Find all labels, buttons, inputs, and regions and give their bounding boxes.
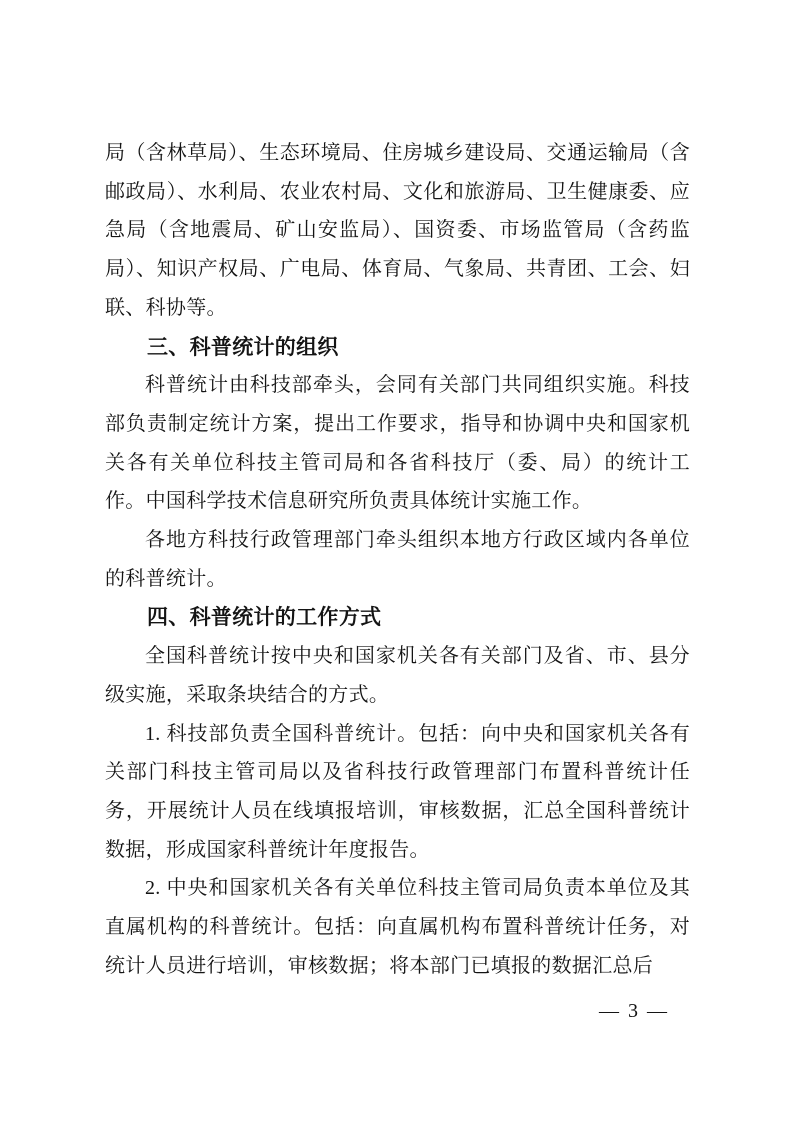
page-number: — 3 — <box>599 1000 669 1022</box>
document-content <box>105 134 690 985</box>
paragraph-local-administration: 各地方科技行政管理部门牵头组织本地方行政区域内各单位的科普统计。 <box>105 529 690 590</box>
paragraph-bureau-list-continuation: 局（含林草局）、生态环境局、住房城乡建设局、交通运输局（含邮政局）、水利局、农业农村局、文化和旅游局、卫生健康委、应急局（含地震局、矿山安监局）、国资委、市场监管局（含药监局）、知识产权局、广电局、体育局、气象局、共青团、工会、妇联、科协等。 <box>105 142 690 319</box>
paragraph-organization-lead: 科普统计由科技部牵头，会同有关部门共同组织实施。科技部负责制定统计方案，提出工作要求，指导和协调中央和国家机关各有关单位科技主管司局和各省科技厅（委、局）的统计工作。中国科学技术信息研究所负责具体统计实施工作。 <box>105 374 690 513</box>
section-heading-organization: 三、科普统计的组织 <box>147 334 339 359</box>
paragraph-item-1-most: 1. 科技部负责全国科普统计。包括：向中央和国家机关各有关部门科技主管司局以及省科技行政管理部门布置科普统计任务，开展统计人员在线填报培训，审核数据，汇总全国科普统计数据，形成国家科普统计年度报告。 <box>105 722 690 861</box>
section-heading-work-method: 四、科普统计的工作方式 <box>147 605 382 630</box>
paragraph-item-2-central-units: 2. 中央和国家机关各有关单位科技主管司局负责本单位及其直属机构的科普统计。包括：向直属机构布置科普统计任务，对统计人员进行培训，审核数据；将本部门已填报的数据汇总后 <box>105 877 690 977</box>
paragraph-national-implementation: 全国科普统计按中央和国家机关各有关部门及省、市、县分级实施，采取条块结合的方式。 <box>105 645 690 706</box>
